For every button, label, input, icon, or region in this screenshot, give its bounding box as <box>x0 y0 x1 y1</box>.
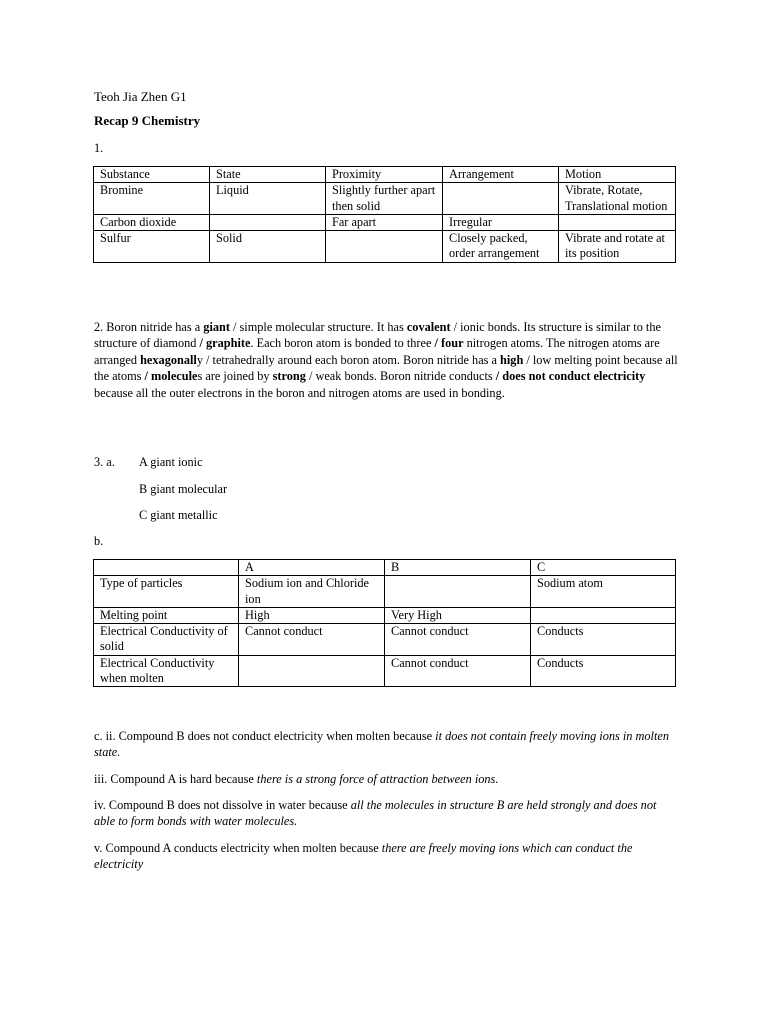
table-row <box>94 624 676 656</box>
bold-answer: strong <box>272 369 306 384</box>
table-cell: Slightly further apart then solid <box>326 183 443 215</box>
text-run: 2. Boron nitride has a <box>94 320 204 334</box>
question-3b-number: b. <box>94 534 104 548</box>
table-cell: Electrical Conductivity of solid <box>94 624 239 656</box>
text-run: because all the outer electrons in the boron and nitrogen atoms are used in bonding. <box>94 385 505 400</box>
text-run: s are joined by <box>197 369 273 384</box>
option-a: A giant ionic <box>139 455 203 469</box>
text-run: y / tetrahedrally around each boron atom. Boron nitride has a <box>196 352 501 367</box>
table-cell: Melting point <box>94 607 239 623</box>
table-cell: Sulfur <box>94 231 210 263</box>
table-cell: Cannot conduct <box>239 624 385 656</box>
table-header-row <box>94 167 676 183</box>
table-cell: Far apart <box>326 214 443 230</box>
document-title: Recap 9 Chemistry <box>94 113 201 128</box>
table-cell <box>443 183 559 215</box>
question-2-paragraph <box>94 319 678 401</box>
answer-c-ii <box>94 728 678 761</box>
column-header: State <box>210 167 326 183</box>
table-row <box>94 607 676 623</box>
bold-answer: covalent <box>406 320 451 334</box>
answer-prompt: iii. Compound A is hard because <box>94 772 257 786</box>
table-cell: Sodium atom <box>531 576 676 608</box>
table-cell: Very High <box>385 607 531 623</box>
table-cell <box>210 214 326 230</box>
question-3a-number: 3. a. <box>94 455 115 469</box>
answer-text: there are freely moving ions which can conduct the electricity <box>94 841 633 872</box>
table-cell: Sodium ion and Chloride ion <box>239 576 385 608</box>
answer-prompt: v. Compound A conducts electricity when molten because <box>94 841 382 855</box>
column-header: C <box>531 560 676 576</box>
table-cell: Electrical Conductivity when molten <box>94 655 239 687</box>
text-run: nitrogen atoms. The nitrogen atoms are arranged <box>94 336 660 367</box>
states-of-matter-table <box>93 166 676 263</box>
table-cell <box>239 655 385 687</box>
column-header: Proximity <box>326 167 443 183</box>
question-1-number: 1. <box>94 141 104 155</box>
answer-prompt: c. ii. Compound B does not conduct electricity when molten because <box>94 729 436 743</box>
column-header: A <box>239 560 385 576</box>
answer-c-v <box>94 840 678 873</box>
bold-answer: high <box>500 352 524 367</box>
table-cell: Conducts <box>531 624 676 656</box>
table-cell: Carbon dioxide <box>94 214 210 230</box>
bold-answer: giant <box>203 320 230 334</box>
table-cell: Cannot conduct <box>385 655 531 687</box>
table-cell: High <box>239 607 385 623</box>
table-row <box>94 576 676 608</box>
table-cell: Vibrate and rotate at its position <box>559 231 676 263</box>
table-cell: Irregular <box>443 214 559 230</box>
text-run: / weak bonds. Boron nitride conducts <box>305 369 496 384</box>
bold-answer: / graphite <box>199 336 251 351</box>
table-cell: Cannot conduct <box>385 624 531 656</box>
text-run: / ionic bonds. Its structure is similar to the structure of diamond <box>94 320 661 351</box>
author-name: Teoh Jia Zhen G1 <box>94 89 187 104</box>
answer-text: all the molecules in structure B are held strongly and does not able to form bonds with water molecules. <box>94 798 657 829</box>
text-run: . Each boron atom is bonded to three <box>250 336 435 351</box>
column-header: Arrangement <box>443 167 559 183</box>
table-cell: Bromine <box>94 183 210 215</box>
text-run: / simple molecular structure. It has <box>229 320 407 334</box>
table-cell: Liquid <box>210 183 326 215</box>
table-row <box>94 655 676 687</box>
bold-answer: / does not conduct electricity <box>495 369 646 384</box>
answer-c-iii <box>94 771 678 787</box>
answer-prompt: iv. Compound B does not dissolve in water because <box>94 798 351 812</box>
bold-answer: / four <box>434 336 464 351</box>
table-row <box>94 183 676 215</box>
column-header: Motion <box>559 167 676 183</box>
table-cell: Conducts <box>531 655 676 687</box>
answer-text: there is a strong force of attraction between ions. <box>256 772 499 786</box>
option-c: C giant metallic <box>139 508 218 522</box>
structure-properties-table <box>93 559 676 687</box>
table-cell <box>559 214 676 230</box>
column-header <box>94 560 239 576</box>
column-header: B <box>385 560 531 576</box>
table-cell <box>326 231 443 263</box>
table-cell <box>385 576 531 608</box>
answer-text: it does not contain freely moving ions in molten state. <box>94 729 669 760</box>
table-row <box>94 231 676 263</box>
option-b: B giant molecular <box>139 482 228 496</box>
column-header: Substance <box>94 167 210 183</box>
table-row <box>94 214 676 230</box>
table-cell: Closely packed, order arrangement <box>443 231 559 263</box>
table-cell: Type of particles <box>94 576 239 608</box>
text-run: / low melting point because all the atoms <box>94 352 678 384</box>
answer-c-iv <box>94 797 678 830</box>
table-cell: Solid <box>210 231 326 263</box>
bold-answer: hexagonall <box>140 352 197 367</box>
table-cell: Vibrate, Rotate, Translational motion <box>559 183 676 215</box>
bold-answer: / molecule <box>144 369 198 384</box>
table-cell <box>531 607 676 623</box>
table-header-row <box>94 560 676 576</box>
